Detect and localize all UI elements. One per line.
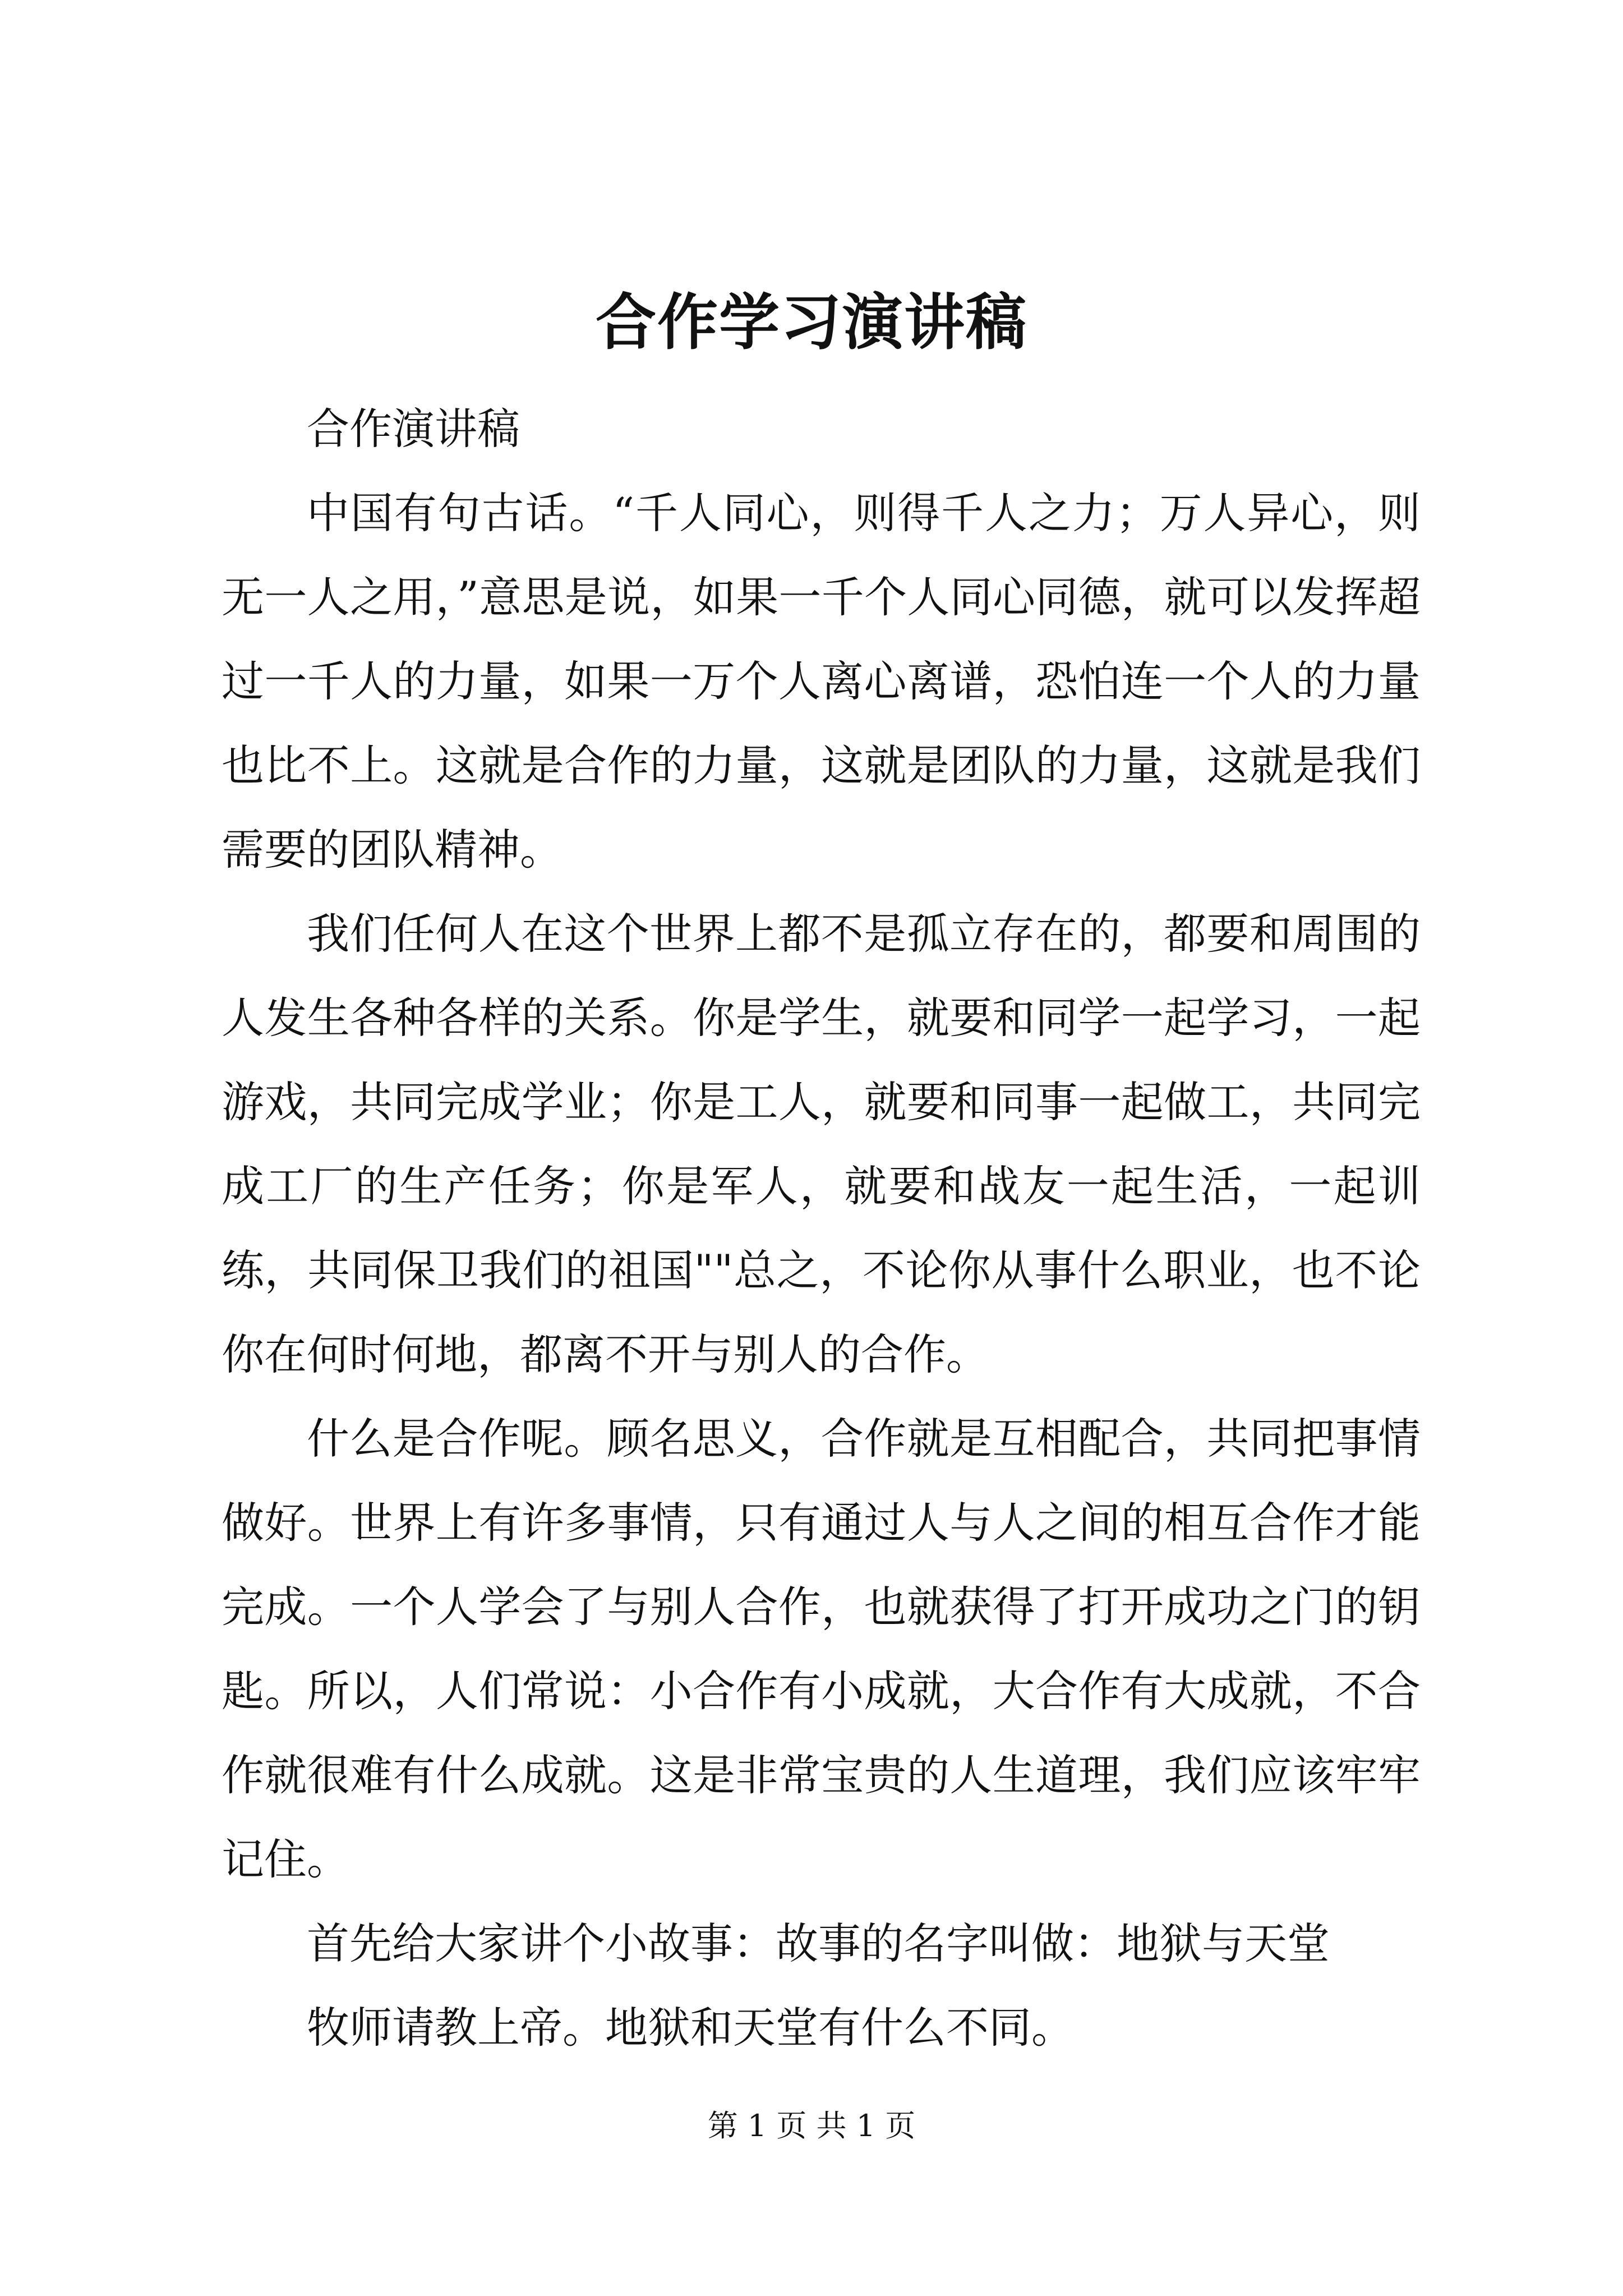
page-footer: 第 1 页 共 1 页 (707, 2108, 916, 2143)
paragraph-subtitle: 合作演讲稿 (307, 404, 520, 454)
document-title: 合作学习演讲稿 (595, 287, 1027, 358)
paragraph: 牧师请教上帝。地狱和天堂有什么不同。 (307, 2003, 1074, 2053)
paragraph: 中国有句古话。“千人同心，则得千人之力；万人异心，则无一人之用，”意思是说，如果一千个人同心同德，就可以发挥超过一千人的力量，如果一万个人离心离谱，恐怕连一个人的力量也比不上。这就是合作的力量，这就是团队的力量，这就是我们需要的团队精神。 (222, 488, 1421, 875)
paragraph: 我们任何人在这个世界上都不是孤立存在的，都要和周围的人发生各种各样的关系。你是学生，就要和同学一起学习，一起游戏，共同完成学业；你是工人，就要和同事一起做工，共同完成工厂的生产任务；你是军人，就要和战友一起生活，一起训练，共同保卫我们的祖国""总之，不论你从事什么职业，也不论你在何时何地，都离不开与别人的合作。 (222, 909, 1421, 1379)
paragraph: 什么是合作呢。顾名思义，合作就是互相配合，共同把事情做好。世界上有许多事情，只有通过人与人之间的相互合作才能完成。一个人学会了与别人合作，也就获得了打开成功之门的钥匙。所以，人们常说：小合作有小成就，大合作有大成就，不合作就很难有什么成就。这是非常宝贵的人生道理，我们应该牢牢记住。 (222, 1414, 1421, 1884)
paragraph: 首先给大家讲个小故事：故事的名字叫做：地狱与天堂 (307, 1918, 1330, 1968)
document-body (222, 387, 1421, 2070)
